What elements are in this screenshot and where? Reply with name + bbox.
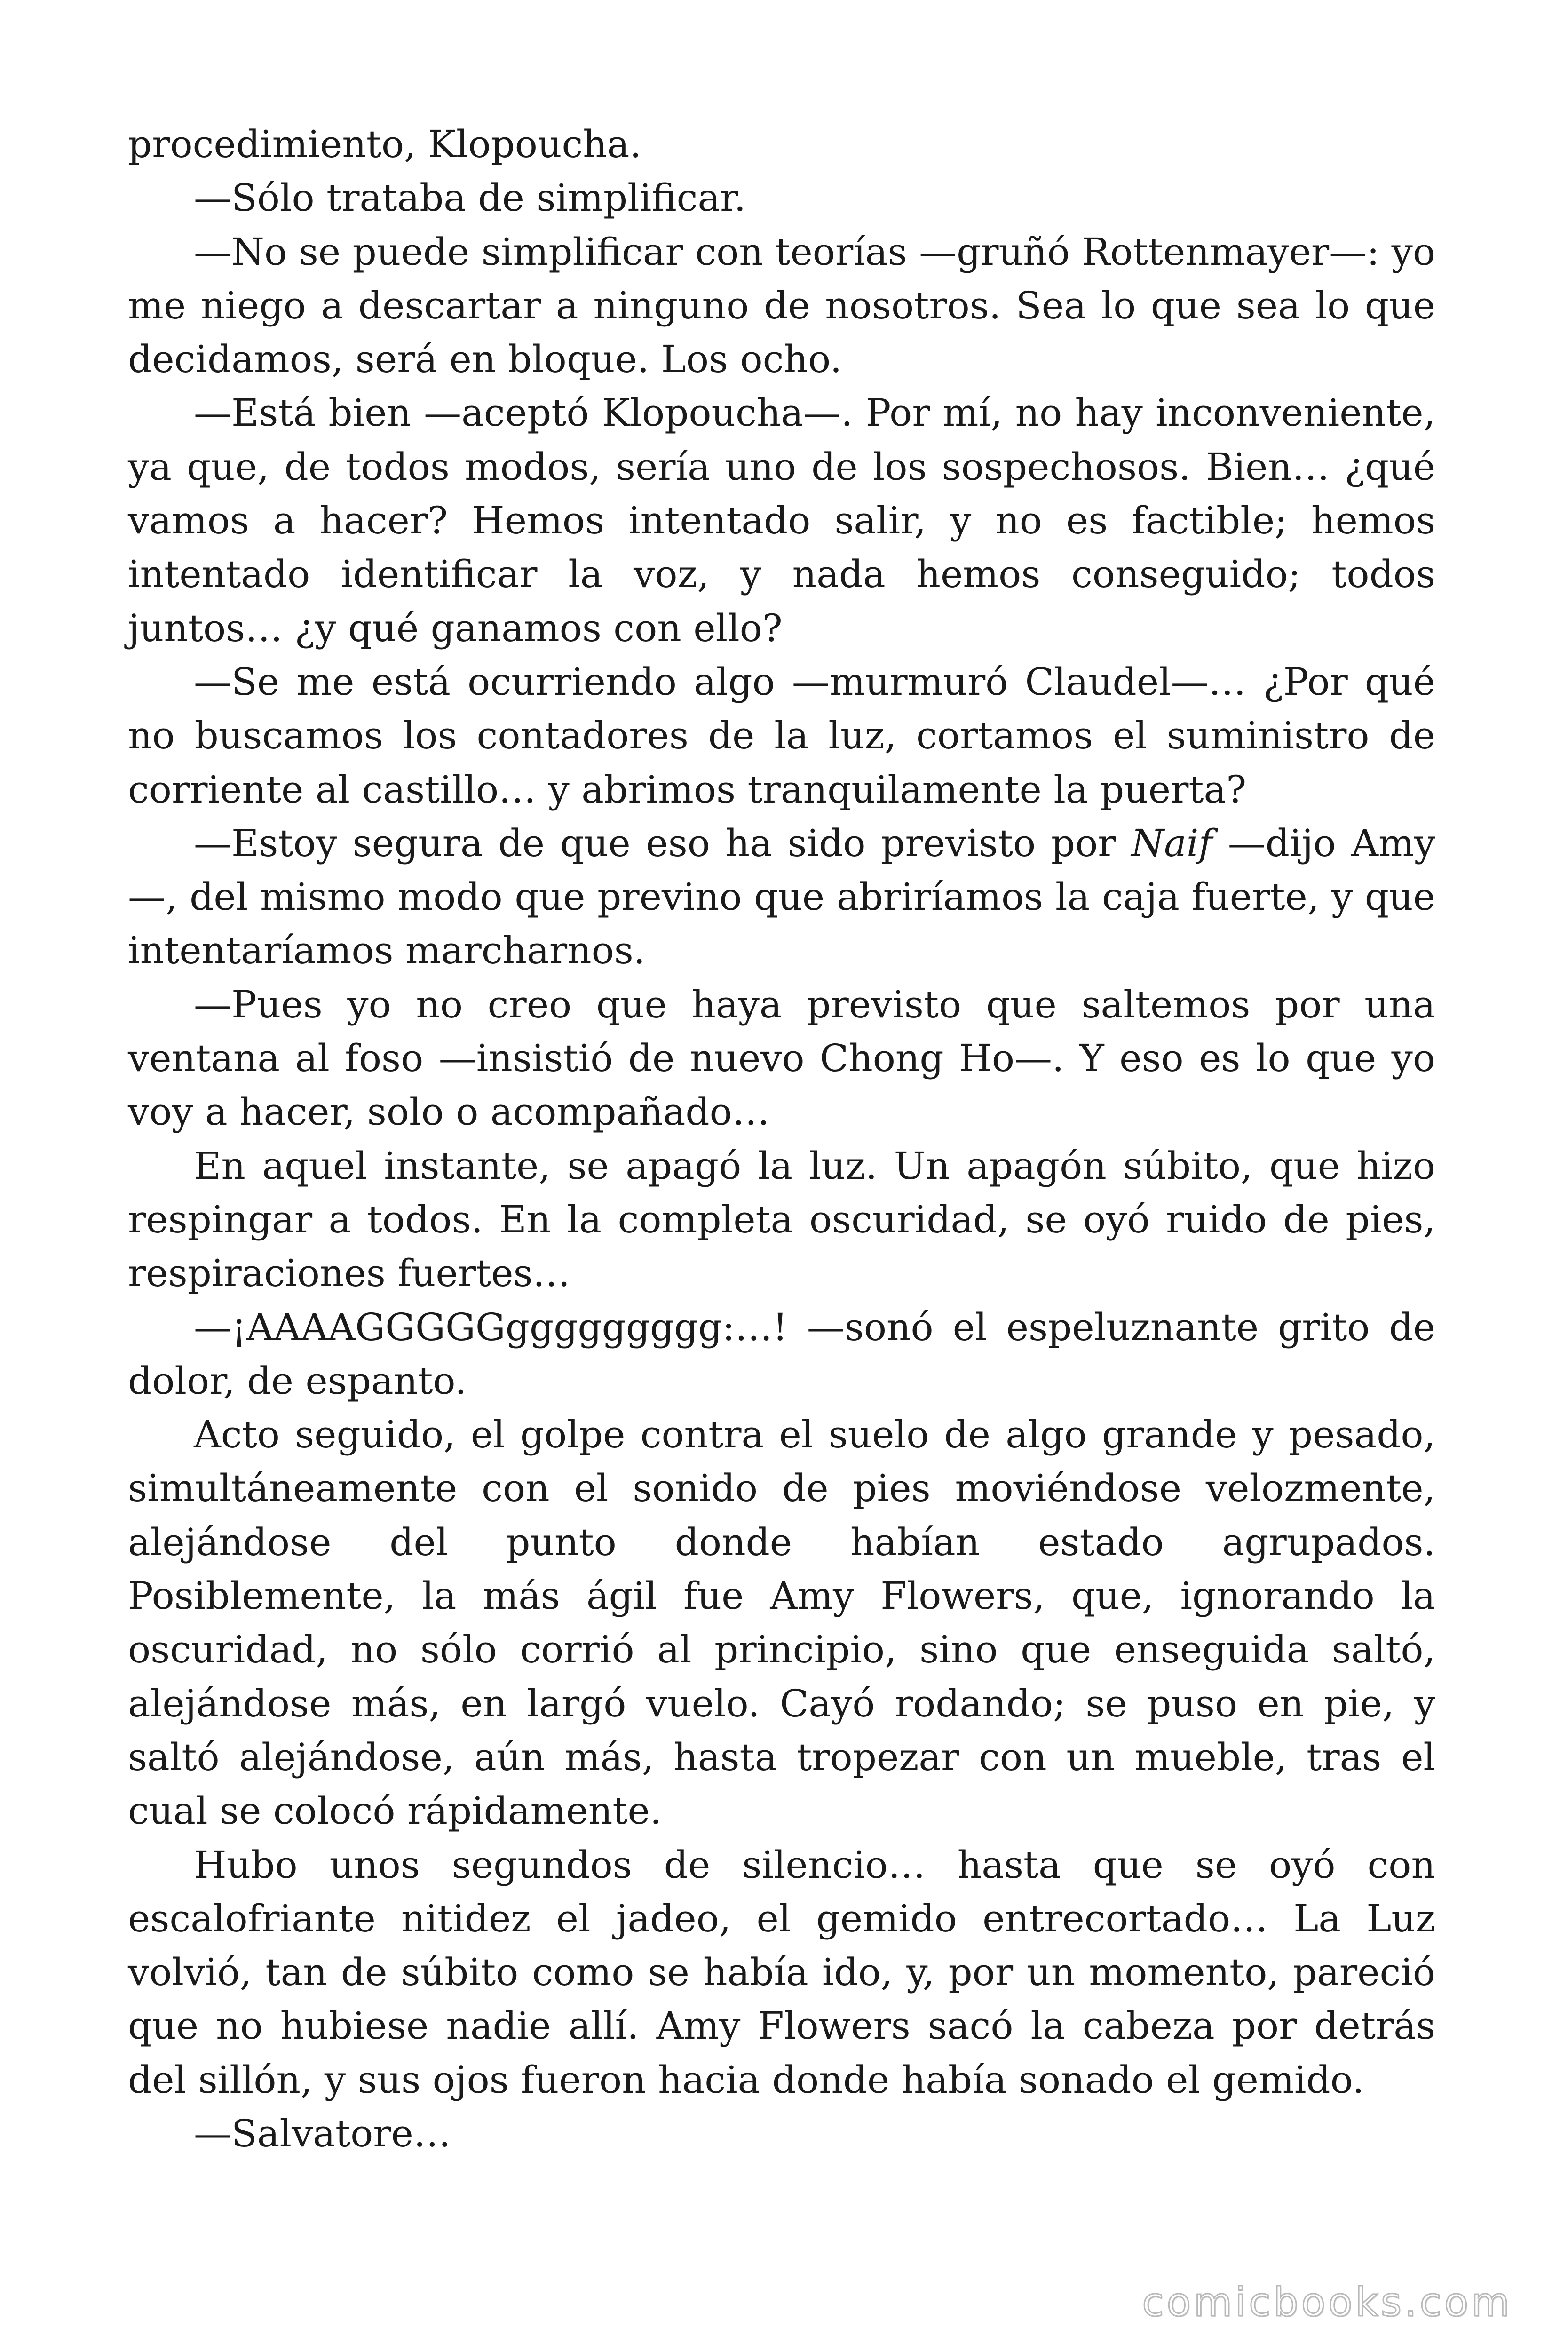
paragraph: —Sólo trataba de simplificar.	[194, 176, 746, 220]
paragraph: —¡AAAAGGGGGggggggggg:…! —sonó el espeluznante grito de dolor, de espanto.	[128, 1305, 1435, 1403]
paragraph: Hubo unos segundos de silencio… hasta que se oyó con escalofriante nitidez el jadeo, el gemido entrecortado… La Luz volvió, tan de súbito como se había ido, y, por un momento, pareció que no hubiese nadie allí. Amy Flowers sacó la cabeza por detrás del sillón, y sus ojos fueron hacia donde había sonado el gemido.	[128, 1843, 1435, 2102]
italic-name: Naif	[1131, 821, 1213, 865]
paragraph: —Se me está ocurriendo algo —murmuró Claudel—… ¿Por qué no buscamos los contadores de la luz, cortamos el suministro de corriente al castillo… y abrimos tranquilamente la puerta?	[128, 660, 1435, 811]
paragraph: Acto seguido, el golpe contra el suelo de algo grande y pesado, simultáneamente con el sonido de pies moviéndose velozmente, alejándose del punto donde habían estado agrupados. Posiblemente, la más ágil fue Amy Flowers, que, ignorando la oscuridad, no sólo corrió al principio, sino que enseguida saltó, alejándose más, en largó vuelo. Cayó rodando; se puso en pie, y saltó alejándose, aún más, hasta tropezar con un mueble, tras el cual se colocó rápidamente.	[128, 1413, 1435, 1833]
paragraph-text: —Estoy segura de que eso ha sido previsto por	[194, 821, 1132, 865]
paragraph: —Pues yo no creo que haya previsto que saltemos por una ventana al foso —insistió de nuevo Chong Ho—. Y eso es lo que yo voy a hacer, solo o acompañado…	[128, 982, 1435, 1134]
watermark: comicbooks.com	[1142, 2279, 1513, 2325]
paragraph	[128, 817, 1435, 978]
paragraph: —Está bien —aceptó Klopoucha—. Por mí, no hay inconveniente, ya que, de todos modos, sería uno de los sospechosos. Bien… ¿qué vamos a hacer? Hemos intentado salir, y no es factible; hemos intentado identificar la voz, y nada hemos conseguido; todos juntos… ¿y qué ganamos con ello?	[128, 391, 1435, 650]
paragraph: —No se puede simplificar con teorías —gruñó Rottenmayer—: yo me niego a descartar a ninguno de nosotros. Sea lo que sea lo que decidamos, será en bloque. Los ocho.	[128, 230, 1435, 381]
paragraph: En aquel instante, se apagó la luz. Un apagón súbito, que hizo respingar a todos. En la completa oscuridad, se oyó ruido de pies, respiraciones fuertes…	[128, 1144, 1435, 1295]
paragraph: procedimiento, Klopoucha.	[128, 122, 641, 166]
paragraph-text: —dijo Amy —, del mismo modo que previno que abriríamos la caja fuerte, y que intentaríamos marcharnos.	[128, 821, 1436, 973]
paragraph: —Salvatore…	[194, 2111, 451, 2155]
body-text	[128, 118, 1435, 2161]
